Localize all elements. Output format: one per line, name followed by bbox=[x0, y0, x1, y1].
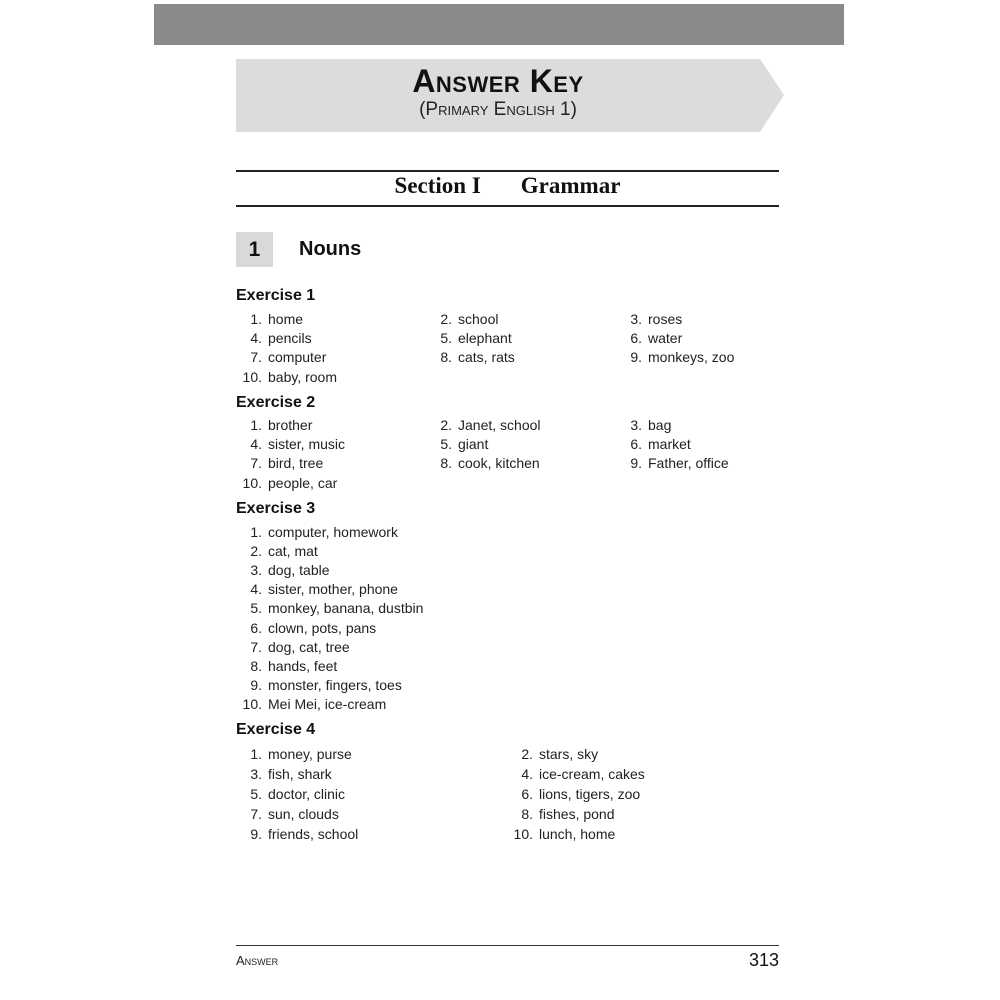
answer-number: 8. bbox=[440, 455, 452, 472]
answer-number: 5. bbox=[250, 786, 262, 802]
answer-item bbox=[236, 766, 332, 782]
answer-number: 9. bbox=[630, 349, 642, 366]
answer-number: 3. bbox=[630, 311, 642, 327]
answer-item bbox=[616, 311, 682, 327]
answer-number: 1. bbox=[250, 524, 262, 540]
section-name: Grammar bbox=[520, 173, 621, 198]
answer-number: 1. bbox=[250, 311, 262, 327]
answer-item bbox=[236, 620, 376, 636]
answer-number: 10. bbox=[513, 826, 533, 842]
answer-item bbox=[236, 639, 350, 655]
answer-item bbox=[236, 746, 352, 762]
answer-item bbox=[236, 369, 337, 385]
answer-text: money, purse bbox=[268, 746, 352, 762]
answer-text: doctor, clinic bbox=[268, 786, 346, 802]
answer-number: 1. bbox=[250, 417, 262, 433]
answer-number: 8. bbox=[250, 657, 262, 674]
answer-item bbox=[236, 436, 345, 452]
answer-number: 3. bbox=[630, 417, 642, 433]
answer-item bbox=[236, 311, 303, 327]
answer-text: sister, mother, phone bbox=[268, 581, 398, 598]
section-top-rule bbox=[236, 170, 779, 172]
answer-text: cat, mat bbox=[268, 543, 318, 560]
answer-item bbox=[236, 330, 312, 346]
answer-number: 6. bbox=[521, 786, 533, 802]
answer-number: 8. bbox=[440, 349, 452, 366]
answer-item bbox=[616, 349, 734, 365]
answer-number: 2. bbox=[521, 746, 533, 762]
answer-text: home bbox=[268, 311, 304, 327]
answer-text: pencils bbox=[268, 330, 312, 347]
answer-text: bird, tree bbox=[268, 455, 324, 472]
answer-item bbox=[236, 677, 402, 693]
answer-item bbox=[507, 766, 645, 782]
answer-number: 9. bbox=[250, 826, 262, 842]
answer-number: 9. bbox=[630, 455, 642, 472]
answer-number: 7. bbox=[250, 638, 262, 655]
answer-item bbox=[236, 658, 337, 674]
answer-text: bag bbox=[648, 417, 672, 433]
answer-item bbox=[236, 806, 339, 822]
chapter-title: Nouns bbox=[299, 238, 362, 260]
exercise-title: Exercise 1 bbox=[236, 287, 316, 304]
answer-text: computer bbox=[268, 349, 327, 366]
answer-item bbox=[616, 436, 691, 452]
answer-item bbox=[616, 417, 671, 433]
answer-item bbox=[616, 330, 682, 346]
answer-number: 7. bbox=[250, 349, 262, 366]
answer-number: 3. bbox=[250, 562, 262, 579]
answer-item bbox=[236, 696, 386, 712]
answer-item bbox=[236, 786, 345, 802]
answer-item bbox=[236, 455, 323, 471]
answer-text: elephant bbox=[458, 330, 512, 347]
answer-text: Janet, school bbox=[458, 417, 541, 433]
answer-number: 10. bbox=[242, 368, 262, 385]
answer-number: 2. bbox=[440, 311, 452, 327]
answer-number: 4. bbox=[250, 330, 262, 347]
answer-text: cats, rats bbox=[458, 349, 515, 366]
answer-number: 5. bbox=[440, 436, 452, 453]
answer-number: 1. bbox=[250, 746, 262, 762]
answer-item bbox=[236, 349, 326, 365]
section-number: Section I bbox=[394, 173, 481, 198]
exercise-title: Exercise 3 bbox=[236, 500, 316, 517]
answer-text: dog, table bbox=[268, 562, 330, 579]
answer-text: people, car bbox=[268, 474, 338, 491]
answer-item bbox=[236, 543, 318, 559]
answer-text: brother bbox=[268, 417, 313, 433]
answer-item bbox=[426, 330, 512, 346]
answer-item bbox=[426, 436, 488, 452]
answer-text: water bbox=[648, 330, 683, 347]
answer-number: 4. bbox=[521, 766, 533, 782]
answer-item bbox=[426, 311, 498, 327]
answer-item bbox=[426, 417, 541, 433]
answer-text: stars, sky bbox=[539, 746, 599, 762]
answer-text: monster, fingers, toes bbox=[268, 676, 402, 693]
answer-text: lions, tigers, zoo bbox=[539, 786, 641, 802]
answer-number: 10. bbox=[242, 695, 262, 712]
answer-text: market bbox=[648, 436, 691, 453]
chapter-number-badge: 1 bbox=[236, 232, 273, 267]
answer-text: computer, homework bbox=[268, 524, 398, 540]
answer-text: hands, feet bbox=[268, 657, 338, 674]
exercise-title: Exercise 4 bbox=[236, 721, 316, 738]
answer-item bbox=[236, 524, 398, 540]
answer-number: 2. bbox=[440, 417, 452, 433]
top-header-bar bbox=[154, 4, 844, 45]
answer-text: Mei Mei, ice-cream bbox=[268, 695, 387, 712]
answer-key-banner bbox=[236, 59, 784, 132]
answer-number: 10. bbox=[242, 474, 262, 491]
answer-number: 4. bbox=[250, 581, 262, 598]
answer-item bbox=[426, 349, 515, 365]
page-number: 313 bbox=[748, 950, 779, 970]
answer-item bbox=[507, 786, 640, 802]
footer-label: Answer bbox=[236, 953, 279, 968]
answer-text: friends, school bbox=[268, 826, 359, 842]
page-title: Answer Key bbox=[412, 63, 584, 99]
answer-text: fishes, pond bbox=[539, 806, 615, 822]
answer-item bbox=[507, 746, 598, 762]
answer-text: clown, pots, pans bbox=[268, 619, 377, 636]
answer-text: roses bbox=[648, 311, 683, 327]
section-heading bbox=[236, 173, 779, 199]
answer-text: ice-cream, cakes bbox=[539, 766, 645, 782]
answer-text: sun, clouds bbox=[268, 806, 339, 822]
answer-text: baby, room bbox=[268, 368, 337, 385]
answer-text: fish, shark bbox=[268, 766, 332, 782]
footer-rule bbox=[236, 945, 779, 946]
section-bottom-rule bbox=[236, 205, 779, 207]
answer-item bbox=[236, 600, 423, 616]
answer-number: 7. bbox=[250, 806, 262, 822]
answer-item bbox=[236, 581, 398, 597]
answer-item bbox=[236, 417, 312, 433]
answer-text: Father, office bbox=[648, 455, 729, 472]
answer-number: 8. bbox=[521, 806, 533, 822]
answer-text: sister, music bbox=[268, 436, 346, 453]
answer-number: 7. bbox=[250, 455, 262, 472]
answer-number: 6. bbox=[250, 619, 262, 636]
answer-item bbox=[507, 826, 615, 842]
answer-text: monkeys, zoo bbox=[648, 349, 735, 366]
answer-item bbox=[426, 455, 540, 471]
answer-item bbox=[616, 455, 729, 471]
answer-item bbox=[236, 826, 358, 842]
answer-number: 6. bbox=[630, 436, 642, 453]
answer-number: 3. bbox=[250, 766, 262, 782]
exercise-title: Exercise 2 bbox=[236, 394, 316, 411]
answer-number: 2. bbox=[250, 543, 262, 560]
answer-number: 6. bbox=[630, 330, 642, 347]
answer-text: giant bbox=[458, 436, 489, 453]
answer-number: 5. bbox=[440, 330, 452, 347]
answer-text: school bbox=[458, 311, 499, 327]
answer-text: lunch, home bbox=[539, 826, 616, 842]
answer-item bbox=[236, 562, 330, 578]
answer-number: 4. bbox=[250, 436, 262, 453]
page-subtitle: (Primary English 1) bbox=[419, 99, 577, 120]
answer-number: 9. bbox=[250, 676, 262, 693]
answer-item bbox=[236, 475, 337, 491]
answer-text: monkey, banana, dustbin bbox=[268, 600, 424, 617]
answer-item bbox=[507, 806, 615, 822]
answer-text: cook, kitchen bbox=[458, 455, 540, 472]
answer-text: dog, cat, tree bbox=[268, 638, 350, 655]
answer-number: 5. bbox=[250, 600, 262, 617]
